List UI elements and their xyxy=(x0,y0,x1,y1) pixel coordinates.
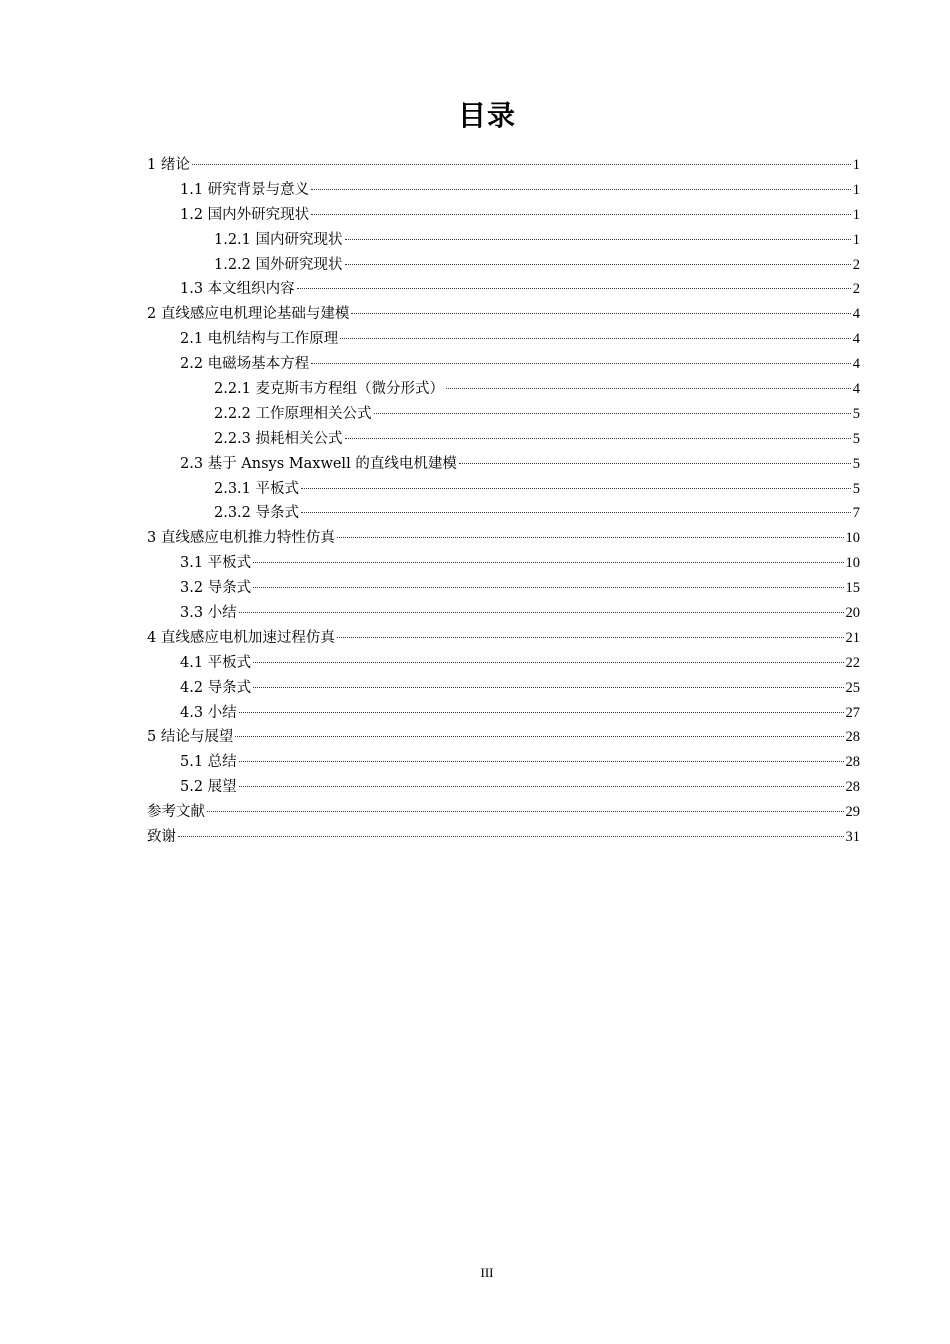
toc-entry-label: 2 直线感应电机理论基础与建模 xyxy=(147,306,350,323)
toc-entry-page: 28 xyxy=(845,779,860,796)
toc-entry-page: 1 xyxy=(852,157,860,173)
toc-entry-label: 2.3.1 平板式 xyxy=(214,480,300,497)
toc-entry-page: 10 xyxy=(845,555,860,572)
toc-entry-label: 2.2.2 工作原理相关公式 xyxy=(214,405,372,422)
toc-entry-page: 10 xyxy=(845,530,860,547)
toc-entry[interactable] xyxy=(147,701,860,726)
toc-entry[interactable] xyxy=(147,750,860,775)
toc-dot-leader xyxy=(207,810,844,812)
toc-entry-label: 1.1 研究背景与意义 xyxy=(180,181,310,198)
toc-dot-leader xyxy=(446,387,851,389)
toc-dot-leader xyxy=(459,462,851,464)
toc-entry[interactable] xyxy=(147,676,860,701)
toc-entry-page: 2 xyxy=(852,281,860,298)
toc-entry-page: 1 xyxy=(852,181,860,198)
toc-entry[interactable] xyxy=(147,377,860,402)
toc-entry-label: 4.3 小结 xyxy=(180,704,237,721)
toc-entry[interactable] xyxy=(147,352,860,377)
toc-entry[interactable] xyxy=(147,452,860,477)
toc-entry-page: 15 xyxy=(845,580,860,597)
table-of-contents xyxy=(147,153,860,850)
toc-entry-page: 28 xyxy=(845,754,860,771)
toc-entry-label: 2.2.3 损耗相关公式 xyxy=(214,430,343,447)
toc-entry-page: 5 xyxy=(852,455,860,472)
toc-entry-label: 致谢 xyxy=(147,829,176,846)
toc-entry-label: 2.3.2 导条式 xyxy=(214,505,300,522)
toc-entry[interactable] xyxy=(147,153,860,178)
toc-entry-page: 4 xyxy=(852,356,860,373)
toc-entry-page: 4 xyxy=(852,381,860,398)
toc-entry[interactable] xyxy=(147,725,860,750)
toc-entry[interactable] xyxy=(147,253,860,278)
toc-dot-leader xyxy=(311,188,851,190)
toc-dot-leader xyxy=(345,238,851,240)
toc-entry[interactable] xyxy=(147,427,860,452)
toc-entry-label: 2.1 电机结构与工作原理 xyxy=(180,331,339,348)
toc-entry-label: 1 绪论 xyxy=(147,157,190,173)
toc-entry-label: 2.2 电磁场基本方程 xyxy=(180,356,310,373)
toc-entry[interactable] xyxy=(147,825,860,850)
toc-entry[interactable] xyxy=(147,626,860,651)
toc-dot-leader xyxy=(192,163,851,165)
toc-dot-leader xyxy=(340,337,851,339)
toc-dot-leader xyxy=(239,611,844,613)
toc-dot-leader xyxy=(253,561,843,563)
toc-entry-page: 27 xyxy=(845,704,860,721)
toc-dot-leader xyxy=(311,362,851,364)
toc-entry[interactable] xyxy=(147,477,860,502)
toc-entry[interactable] xyxy=(147,228,860,253)
toc-entry[interactable] xyxy=(147,203,860,228)
toc-entry-page: 25 xyxy=(845,679,860,696)
toc-entry-page: 5 xyxy=(852,480,860,497)
toc-entry-label: 4.1 平板式 xyxy=(180,654,252,671)
page-number: III xyxy=(480,1265,494,1280)
toc-entry-page: 31 xyxy=(845,829,860,846)
toc-entry-label: 3.2 导条式 xyxy=(180,580,252,597)
toc-dot-leader xyxy=(239,785,844,787)
page-title: 目录 xyxy=(457,99,516,132)
toc-dot-leader xyxy=(301,511,851,513)
toc-entry-label: 4.2 导条式 xyxy=(180,679,252,696)
toc-dot-leader xyxy=(345,437,851,439)
toc-entry[interactable] xyxy=(147,178,860,203)
toc-entry-label: 2.3 基于 Ansys Maxwell 的直线电机建模 xyxy=(180,455,457,472)
toc-entry-page: 28 xyxy=(845,729,860,746)
toc-dot-leader xyxy=(239,760,844,762)
toc-entry-label: 参考文献 xyxy=(147,804,205,821)
toc-entry[interactable] xyxy=(147,327,860,352)
toc-dot-leader xyxy=(253,686,843,688)
toc-dot-leader xyxy=(178,835,844,837)
toc-entry-page: 1 xyxy=(852,206,860,223)
toc-entry-label: 4 直线感应电机加速过程仿真 xyxy=(147,629,335,646)
toc-entry[interactable] xyxy=(147,402,860,427)
toc-entry[interactable] xyxy=(147,526,860,551)
toc-dot-leader xyxy=(239,711,844,713)
toc-entry[interactable] xyxy=(147,601,860,626)
toc-entry-label: 2.2.1 麦克斯韦方程组（微分形式） xyxy=(214,381,445,398)
toc-entry-page: 2 xyxy=(852,256,860,273)
toc-entry[interactable] xyxy=(147,775,860,800)
toc-entry[interactable] xyxy=(147,800,860,825)
toc-dot-leader xyxy=(311,213,851,215)
toc-entry-page: 7 xyxy=(852,505,860,522)
toc-entry-page: 22 xyxy=(845,654,860,671)
toc-dot-leader xyxy=(337,636,844,638)
toc-dot-leader xyxy=(235,735,843,737)
toc-entry-label: 3 直线感应电机推力特性仿真 xyxy=(147,530,335,547)
toc-entry-label: 1.3 本文组织内容 xyxy=(180,281,295,298)
toc-dot-leader xyxy=(253,586,843,588)
toc-entry-label: 1.2 国内外研究现状 xyxy=(180,206,310,223)
toc-entry-label: 5 结论与展望 xyxy=(147,729,234,746)
toc-entry[interactable] xyxy=(147,302,860,327)
toc-entry-label: 3.1 平板式 xyxy=(180,555,252,572)
toc-entry[interactable] xyxy=(147,651,860,676)
toc-dot-leader xyxy=(345,263,851,265)
toc-entry-label: 3.3 小结 xyxy=(180,605,237,622)
toc-entry-page: 1 xyxy=(852,231,860,248)
toc-dot-leader xyxy=(351,312,850,314)
toc-dot-leader xyxy=(253,661,843,663)
toc-dot-leader xyxy=(337,536,844,538)
toc-dot-leader xyxy=(374,412,851,414)
toc-entry[interactable] xyxy=(147,277,860,302)
toc-entry-label: 1.2.2 国外研究现状 xyxy=(214,256,343,273)
toc-entry[interactable] xyxy=(147,576,860,601)
toc-dot-leader xyxy=(301,487,851,489)
toc-entry-page: 20 xyxy=(845,605,860,622)
toc-entry[interactable] xyxy=(147,501,860,526)
toc-entry-label: 5.2 展望 xyxy=(180,779,237,796)
toc-entry-page: 5 xyxy=(852,430,860,447)
toc-entry-page: 4 xyxy=(852,331,860,348)
toc-entry-page: 5 xyxy=(852,405,860,422)
toc-entry-page: 21 xyxy=(845,629,860,646)
toc-entry-page: 29 xyxy=(845,804,860,821)
toc-entry-label: 5.1 总结 xyxy=(180,754,237,771)
toc-entry[interactable] xyxy=(147,551,860,576)
toc-dot-leader xyxy=(297,287,851,289)
toc-entry-page: 4 xyxy=(852,306,860,323)
toc-entry-label: 1.2.1 国内研究现状 xyxy=(214,231,343,248)
